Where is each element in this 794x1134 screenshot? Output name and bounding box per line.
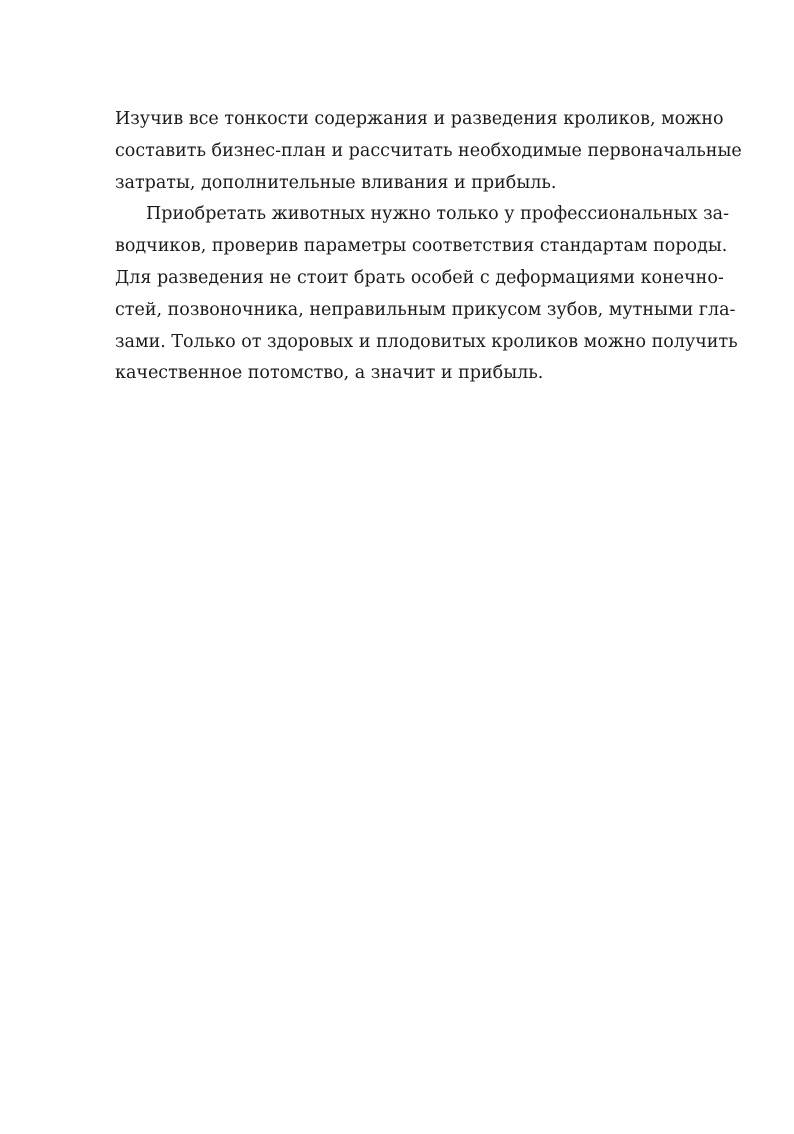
paragraph-2-line-1: Приобретать животных нужно только у профессиональных за- [146, 204, 729, 225]
paragraph-1-line-3: затраты, дополнительные вливания и прибыль. [115, 172, 557, 193]
paragraph-2 [115, 199, 738, 390]
paragraph-2-line-6: качественное потомство, а значит и прибыль. [115, 363, 544, 384]
paragraph-1 [115, 104, 742, 199]
paragraph-2-line-5: зами. Только от здоровых и плодовитых кроликов можно получить [115, 331, 738, 352]
paragraph-2-line-3: Для разведения не стоит брать особей с деформациями конечно- [115, 267, 724, 288]
paragraph-2-line-2: водчиков, проверив параметры соответствия стандартам породы. [115, 236, 728, 257]
paragraph-2-line-4: стей, позвоночника, неправильным прикусом зубов, мутными гла- [115, 299, 736, 320]
body-text [115, 104, 742, 390]
paragraph-1-line-2: составить бизнес-план и рассчитать необходимые первоначальные [115, 140, 742, 161]
paragraph-1-line-1: Изучив все тонкости содержания и разведения кроликов, можно [115, 109, 724, 129]
